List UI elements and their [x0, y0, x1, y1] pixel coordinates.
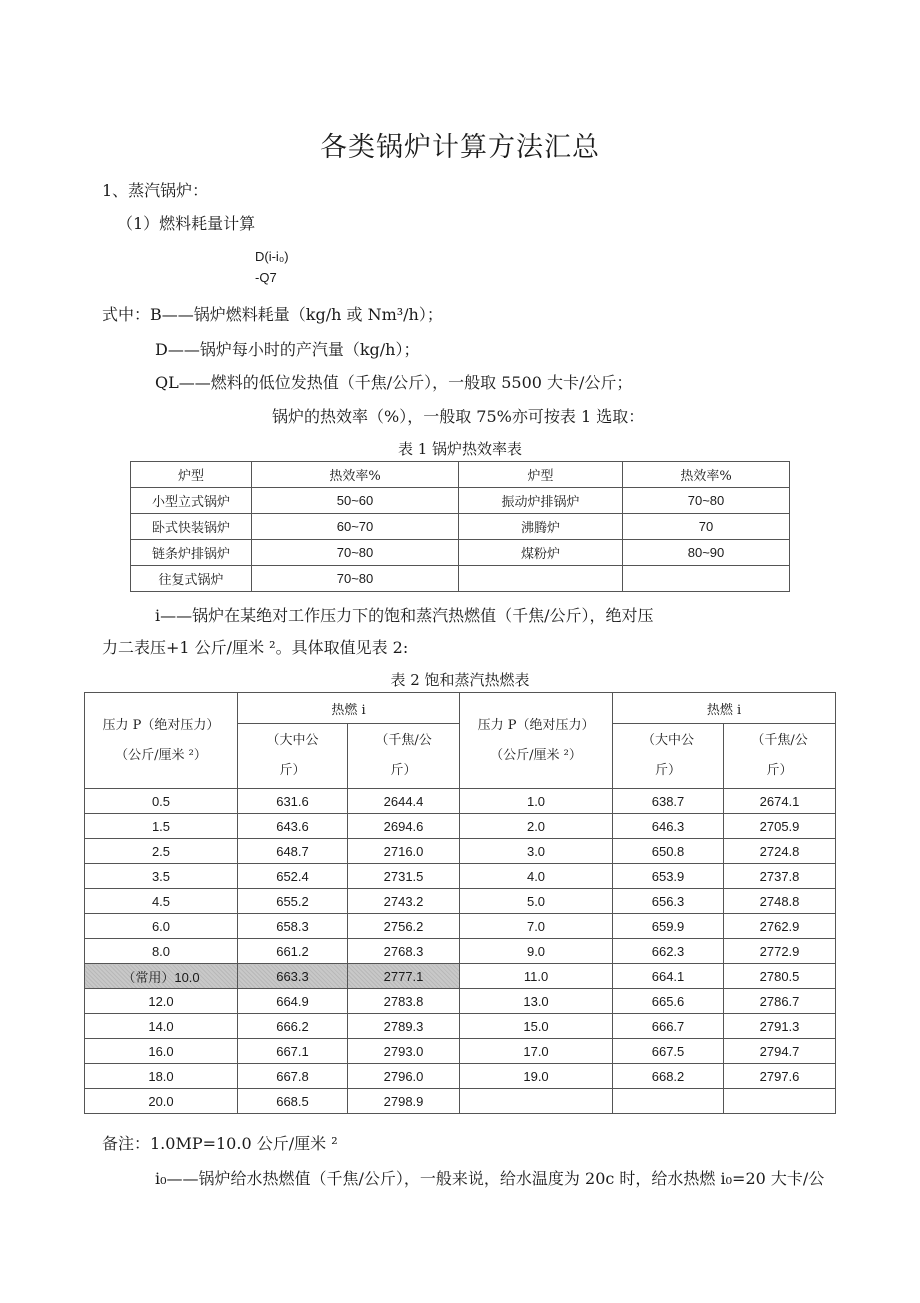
efficiency-table — [130, 461, 790, 592]
table-cell: 658.3 — [238, 914, 348, 939]
table-cell: 656.3 — [613, 889, 724, 914]
table-cell — [459, 566, 623, 592]
table-row — [85, 1039, 836, 1064]
table-cell: 沸腾炉 — [459, 514, 623, 540]
table-cell: 2762.9 — [724, 914, 836, 939]
table-cell: 2793.0 — [348, 1039, 460, 1064]
table-cell: 14.0 — [85, 1014, 238, 1039]
table-row — [85, 1064, 836, 1089]
table-cell: 659.9 — [613, 914, 724, 939]
table-cell: 18.0 — [85, 1064, 238, 1089]
table-row — [85, 864, 836, 889]
header-cell: 热效率% — [252, 462, 459, 488]
table-cell: 煤粉炉 — [459, 540, 623, 566]
table-cell: 20.0 — [85, 1089, 238, 1114]
table-cell: 2.0 — [460, 814, 613, 839]
table-cell — [613, 1089, 724, 1114]
table-cell: 80~90 — [623, 540, 790, 566]
table-cell: 4.5 — [85, 889, 238, 914]
table-cell: 70~80 — [252, 540, 459, 566]
table-cell: 2674.1 — [724, 789, 836, 814]
table-cell: 4.0 — [460, 864, 613, 889]
table-cell: 往复式锅炉 — [131, 566, 252, 592]
table-row — [85, 839, 836, 864]
table-cell: 648.7 — [238, 839, 348, 864]
definition-ql: QL——燃料的低位发热值（千焦/公斤），一般取 5500 大卡/公斤； — [155, 373, 633, 392]
definition-efficiency: 锅炉的热效率（%），一般取 75%亦可按表 1 选取： — [272, 407, 645, 426]
table-cell: 666.2 — [238, 1014, 348, 1039]
table-cell: 2.5 — [85, 839, 238, 864]
unit-kcal-line1: （大中公 — [266, 733, 319, 748]
enthalpy-header-cell: 热燃 i — [238, 693, 460, 724]
table-cell: 小型立式锅炉 — [131, 488, 252, 514]
table-cell: 631.6 — [238, 789, 348, 814]
table-cell: 662.3 — [613, 939, 724, 964]
table-row — [85, 939, 836, 964]
table-row — [131, 514, 790, 540]
table-cell: 655.2 — [238, 889, 348, 914]
unit-kcal-header — [613, 724, 724, 789]
table-cell: 2644.4 — [348, 789, 460, 814]
table-row — [85, 1089, 836, 1114]
table-cell: 667.8 — [238, 1064, 348, 1089]
pressure-header-line2: （公斤/厘米 ²） — [490, 747, 582, 763]
table-cell: 3.0 — [460, 839, 613, 864]
table-row — [85, 1014, 836, 1039]
table-cell: 11.0 — [460, 964, 613, 989]
table1-caption: 表 1 锅炉热效率表 — [397, 440, 523, 458]
table-cell: 668.5 — [238, 1089, 348, 1114]
table-cell: 19.0 — [460, 1064, 613, 1089]
table-header-row — [85, 693, 836, 724]
table-cell: 2748.8 — [724, 889, 836, 914]
table-cell: 50~60 — [252, 488, 459, 514]
table-cell: 2786.7 — [724, 989, 836, 1014]
table-cell: 668.2 — [613, 1064, 724, 1089]
table-cell — [623, 566, 790, 592]
table-cell — [724, 1089, 836, 1114]
unit-kcal-header — [238, 724, 348, 789]
table-cell: 3.5 — [85, 864, 238, 889]
table-cell: 9.0 — [460, 939, 613, 964]
pressure-header-line1: 压力 P（绝对压力） — [102, 717, 220, 733]
table-cell: 13.0 — [460, 989, 613, 1014]
unit-kj-line2: 斤） — [766, 763, 793, 778]
formula-numerator: D(i-i₀) — [255, 249, 289, 264]
table-cell: 8.0 — [85, 939, 238, 964]
pressure-header-line2: （公斤/厘米 ²） — [115, 747, 207, 763]
footnote: 备注：1.0MP=10.0 公斤/厘米 ² — [102, 1134, 338, 1153]
table-row — [131, 488, 790, 514]
steam-enthalpy-table — [84, 692, 836, 1114]
table-cell: 2798.9 — [348, 1089, 460, 1114]
table-cell — [460, 1089, 613, 1114]
table-cell: 2783.8 — [348, 989, 460, 1014]
table-cell: 70~80 — [623, 488, 790, 514]
table-cell: 15.0 — [460, 1014, 613, 1039]
table-cell: 2780.5 — [724, 964, 836, 989]
table-cell: 638.7 — [613, 789, 724, 814]
table-cell: 653.9 — [613, 864, 724, 889]
definition-b: 式中：B——锅炉燃料耗量（kg/h 或 Nm³/h）； — [102, 305, 443, 324]
table-cell: 1.5 — [85, 814, 238, 839]
table-cell: 2756.2 — [348, 914, 460, 939]
table-cell: 6.0 — [85, 914, 238, 939]
table-cell: 5.0 — [460, 889, 613, 914]
table-cell: 2705.9 — [724, 814, 836, 839]
i-definition-line1: i——锅炉在某绝对工作压力下的饱和蒸汽热燃值（千焦/公斤），绝对压 — [155, 606, 654, 625]
subsection-heading: （1）燃料耗量计算 — [117, 214, 256, 233]
definition-d: D——锅炉每小时的产汽量（kg/h）； — [155, 340, 420, 359]
table-cell: 666.7 — [613, 1014, 724, 1039]
table-cell: 664.1 — [613, 964, 724, 989]
pressure-header-line1: 压力 P（绝对压力） — [477, 717, 595, 733]
table-cell: 646.3 — [613, 814, 724, 839]
pressure-header-cell — [460, 693, 613, 789]
table-cell: 60~70 — [252, 514, 459, 540]
table-cell: 2716.0 — [348, 839, 460, 864]
table-cell: 70~80 — [252, 566, 459, 592]
table-cell: 17.0 — [460, 1039, 613, 1064]
table-cell: 650.8 — [613, 839, 724, 864]
table-cell: 2731.5 — [348, 864, 460, 889]
enthalpy-header-cell: 热燃 i — [613, 693, 836, 724]
header-cell: 炉型 — [131, 462, 252, 488]
table2-caption: 表 2 饱和蒸汽热燃表 — [390, 671, 530, 689]
unit-kj-line1: （千焦/公 — [751, 733, 808, 748]
table-cell: 2743.2 — [348, 889, 460, 914]
table-cell: 2796.0 — [348, 1064, 460, 1089]
unit-kj-header — [348, 724, 460, 789]
table-cell: 667.1 — [238, 1039, 348, 1064]
table-cell: 664.9 — [238, 989, 348, 1014]
table-cell: 2724.8 — [724, 839, 836, 864]
table-row — [85, 814, 836, 839]
table-row — [85, 789, 836, 814]
table-row — [131, 566, 790, 592]
table-row — [85, 889, 836, 914]
table-row — [85, 914, 836, 939]
unit-kcal-line1: （大中公 — [642, 733, 695, 748]
table-cell: 2791.3 — [724, 1014, 836, 1039]
table-cell: 2789.3 — [348, 1014, 460, 1039]
header-cell: 热效率% — [623, 462, 790, 488]
table-cell: 2768.3 — [348, 939, 460, 964]
table-cell: 663.3 — [238, 964, 348, 989]
page-title: 各类锅炉计算方法汇总 — [320, 132, 600, 163]
table-cell: 2797.6 — [724, 1064, 836, 1089]
pressure-header-cell — [85, 693, 238, 789]
table-cell: 链条炉排锅炉 — [131, 540, 252, 566]
table-cell: 0.5 — [85, 789, 238, 814]
table-row — [85, 989, 836, 1014]
section-heading: 1、蒸汽锅炉： — [102, 181, 209, 200]
i-definition-line2: 力二表压+1 公斤/厘米 ²。具体取值见表 2: — [102, 638, 409, 657]
table-cell: 2772.9 — [724, 939, 836, 964]
unit-kj-line2: 斤） — [390, 763, 417, 778]
unit-kcal-line2: 斤） — [279, 763, 306, 778]
table-cell: 16.0 — [85, 1039, 238, 1064]
table-cell: 643.6 — [238, 814, 348, 839]
table-cell: （常用）10.0 — [85, 964, 238, 989]
table-row — [131, 462, 790, 488]
header-cell: 炉型 — [459, 462, 623, 488]
table-cell: 2694.6 — [348, 814, 460, 839]
table-cell: 652.4 — [238, 864, 348, 889]
unit-kcal-line2: 斤） — [655, 763, 682, 778]
unit-kj-header — [724, 724, 836, 789]
table-cell: 2737.8 — [724, 864, 836, 889]
table-cell: 2777.1 — [348, 964, 460, 989]
table-cell: 12.0 — [85, 989, 238, 1014]
table-cell: 1.0 — [460, 789, 613, 814]
table-cell: 661.2 — [238, 939, 348, 964]
table-cell: 振动炉排锅炉 — [459, 488, 623, 514]
table-cell: 70 — [623, 514, 790, 540]
table-row — [85, 964, 836, 989]
unit-kj-line1: （千焦/公 — [375, 733, 432, 748]
table-cell: 卧式快装锅炉 — [131, 514, 252, 540]
table-cell: 667.5 — [613, 1039, 724, 1064]
table-row — [131, 540, 790, 566]
table-cell: 7.0 — [460, 914, 613, 939]
i0-definition: i₀——锅炉给水热燃值（千焦/公斤），一般来说，给水温度为 20c 时，给水热燃 i₀=20 大卡/公 — [155, 1169, 825, 1188]
formula-denominator: -Q7 — [255, 270, 277, 285]
table-cell: 665.6 — [613, 989, 724, 1014]
table-cell: 2794.7 — [724, 1039, 836, 1064]
